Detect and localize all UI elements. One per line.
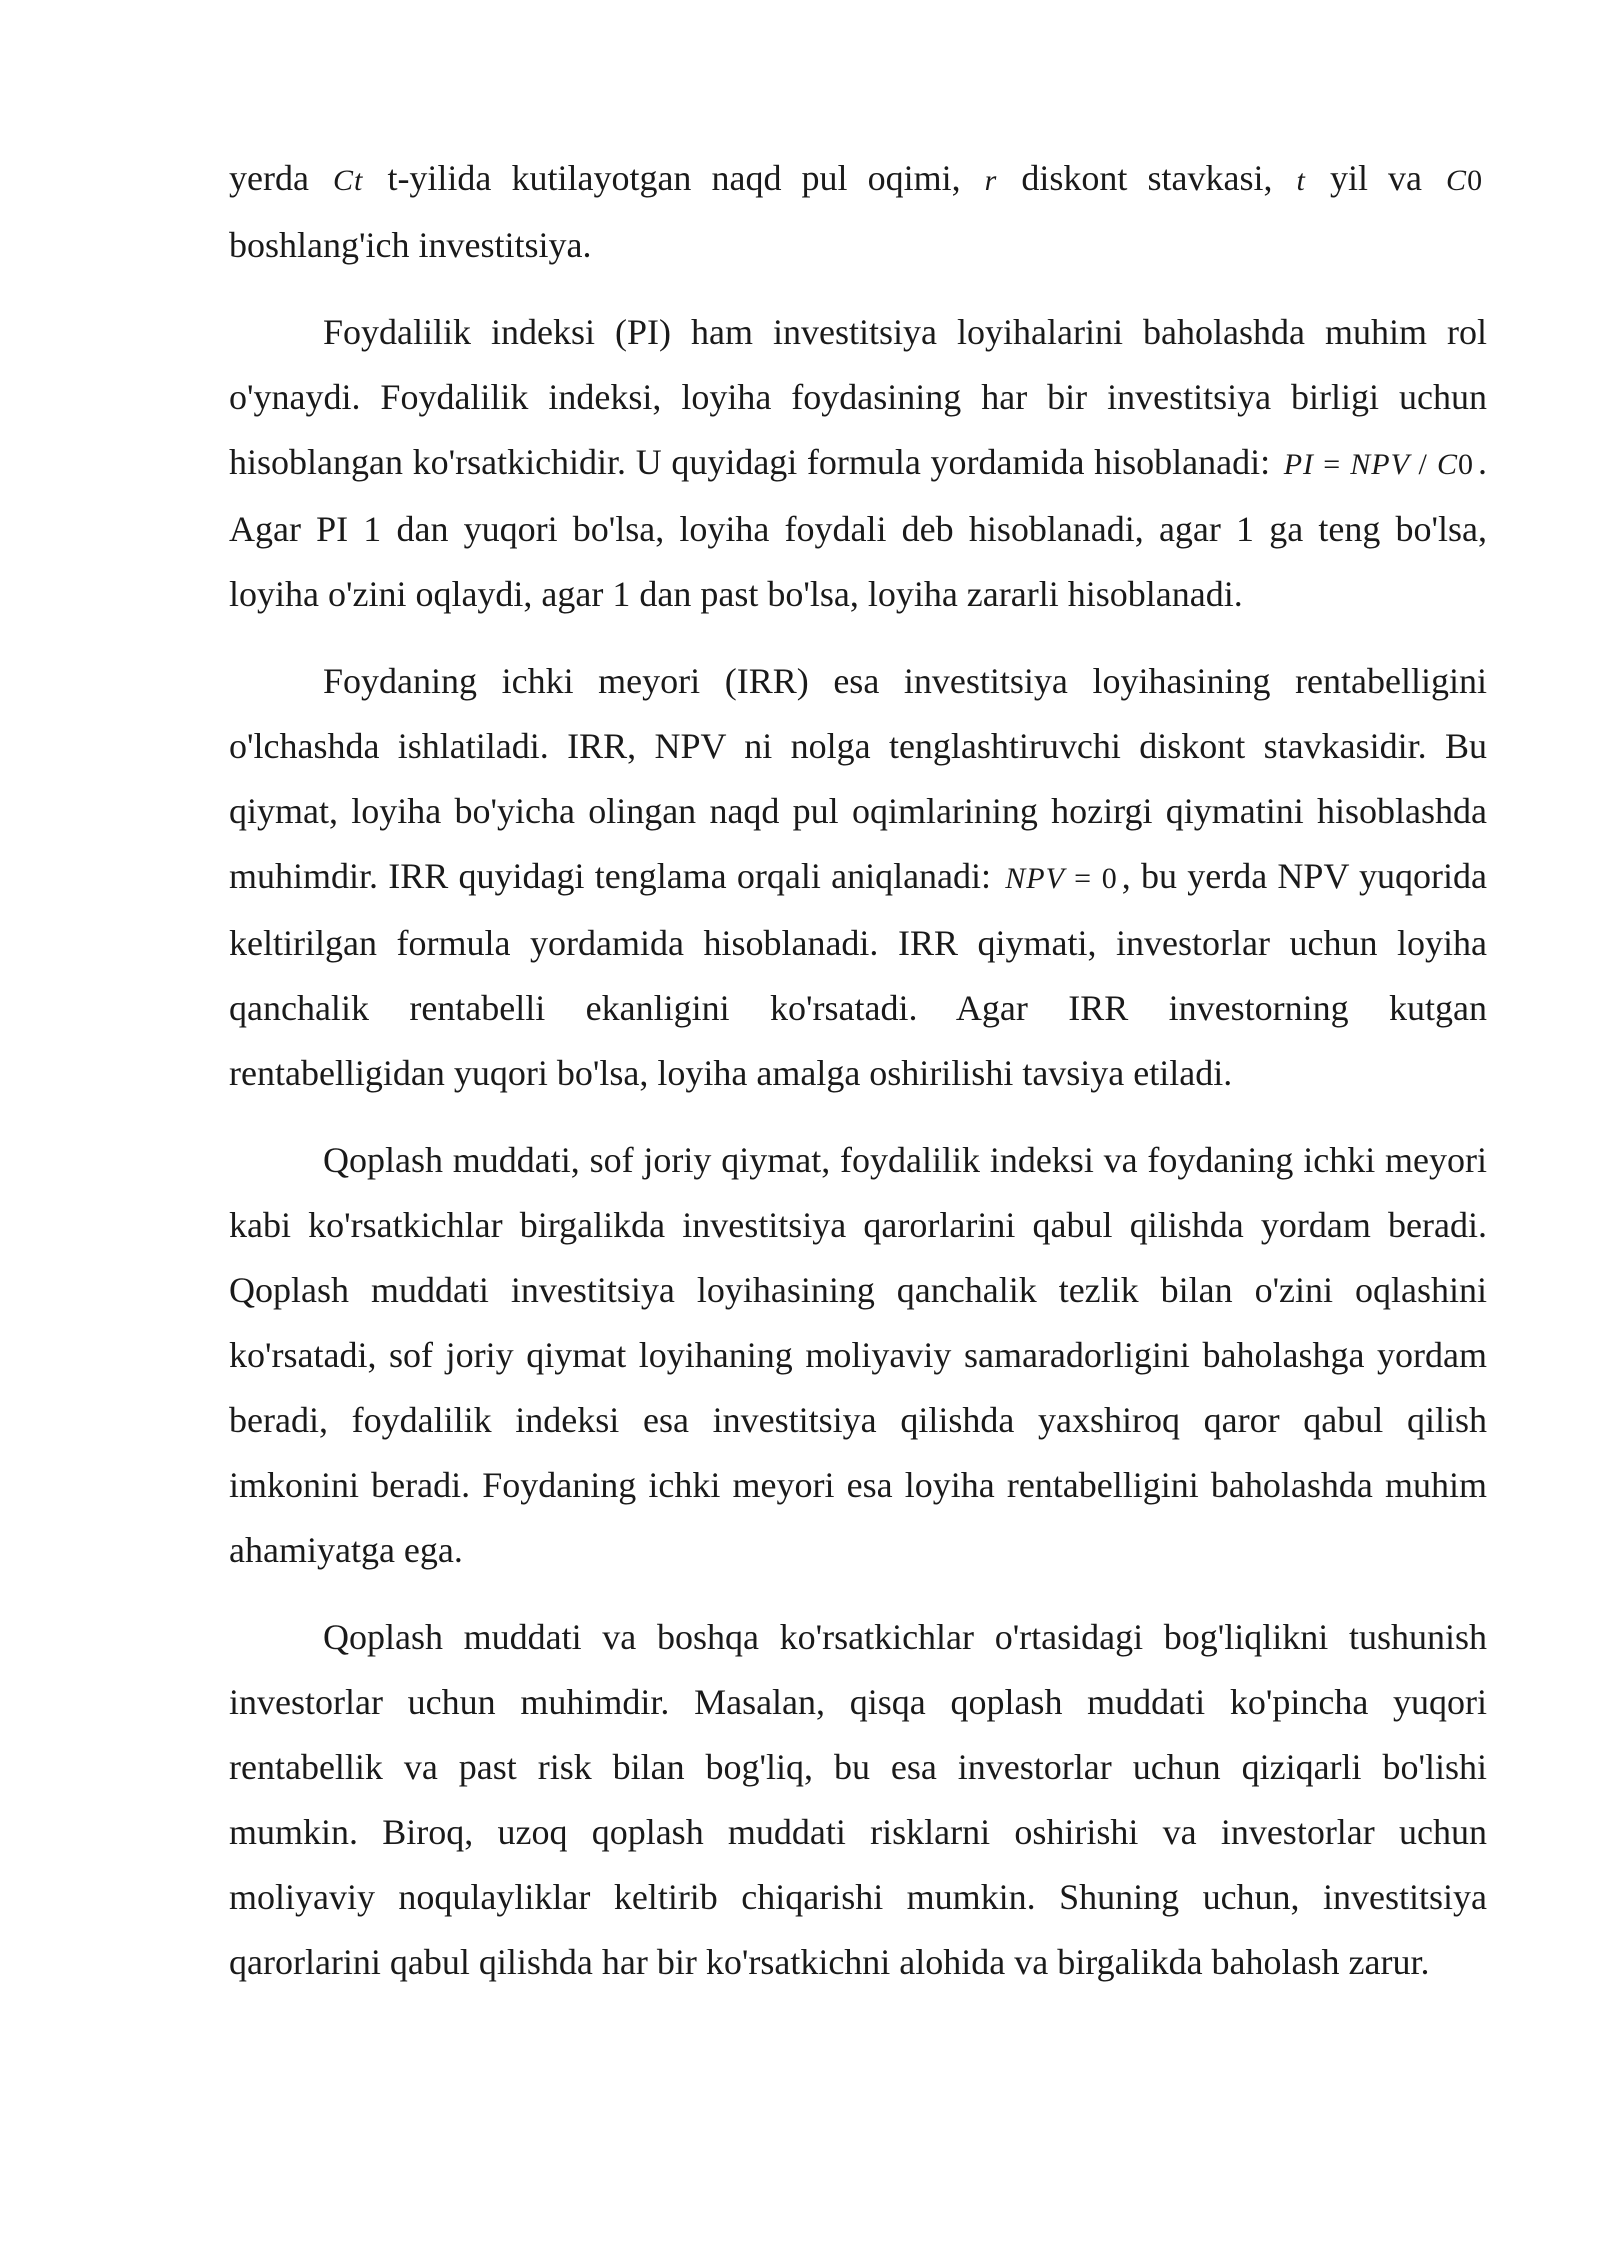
text-run: boshlang'ich investitsiya.: [229, 225, 592, 265]
math-rate-symbol: r: [984, 164, 998, 197]
paragraph-variable-definitions: [229, 146, 1487, 278]
math-npv: NPV: [1005, 862, 1065, 895]
math-c: C: [1437, 448, 1459, 481]
math-cash-flow-symbol: Ct: [333, 164, 364, 197]
math-zero: 0: [1458, 448, 1475, 481]
text-run: diskont stavkasi,: [1021, 158, 1273, 198]
math-irr-equation: [1001, 862, 1122, 895]
math-time-symbol: t: [1296, 164, 1306, 197]
text-run: Foydalilik indeksi (PI) ham investitsiya loyihalarini baholashda muhim rol o'ynaydi. Foydalilik indeksi, loyiha foydasining har bir investitsiya birligi uchun hisoblangan ko'rsatkichidir. U quyidagi formula yordamida hisoblanadi:: [229, 312, 1487, 482]
math-pi-formula: [1280, 448, 1478, 481]
math-zero: 0: [1467, 164, 1484, 197]
math-initial-investment-symbol: [1442, 164, 1487, 197]
math-zero: 0: [1101, 862, 1118, 895]
paragraph-profitability-index: [229, 300, 1487, 627]
text-run: yil va: [1329, 158, 1422, 198]
paragraph-indicators-summary: Qoplash muddati, sof joriy qiymat, foydalilik indeksi va foydaning ichki meyori kabi ko'rsatkichlar birgalikda investitsiya qarorlarini qabul qilishda yordam beradi. Qoplash muddati investitsiya loyihasining qanchalik tezlik bilan o'zini oqlashini ko'rsatadi, sof joriy qiymat loyihaning moliyaviy samaradorligini baholashga yordam beradi, foydalilik indeksi esa investitsiya qilishda yaxshiroq qaror qabul qilish imkonini beradi. Foydaning ichki meyori esa loyiha rentabelligini baholashda muhim ahamiyatga ega.: [229, 1140, 1487, 1570]
math-npv: NPV: [1350, 448, 1410, 481]
document-page: [229, 146, 1487, 2017]
paragraph-irr: [229, 649, 1487, 1106]
text-run: , bu yerda NPV yuqorida keltirilgan formula yordamida hisoblanadi. IRR qiymati, investorlar uchun loyiha qanchalik rentabelli ekanligini ko'rsatadi. Agar IRR investorning kutgan rentabelligidan yuqori bo'lsa, loyiha amalga oshirilishi tavsiya etiladi.: [229, 856, 1487, 1093]
paragraph-payback-relationship: Qoplash muddati va boshqa ko'rsatkichlar o'rtasidagi bog'liqlikni tushunish investorlar uchun muhimdir. Masalan, qisqa qoplash muddati ko'pincha yuqori rentabellik va past risk bilan bog'liq, bu esa investorlar uchun qiziqarli bo'lishi mumkin. Biroq, uzoq qoplash muddati risklarni oshirishi va investorlar uchun moliyaviy noqulayliklar keltirib chiqarishi mumkin. Shuning uchun, investitsiya qarorlarini qabul qilishda har bir ko'rsatkichni alohida va birgalikda baholash zarur.: [229, 1617, 1487, 1982]
math-equals: =: [1074, 862, 1093, 895]
text-run: t-yilida kutilayotgan naqd pul oqimi,: [387, 158, 961, 198]
text-run: . Agar PI 1 dan yuqori bo'lsa, loyiha foydali deb hisoblanadi, agar 1 ga teng bo'lsa, loyiha o'zini oqlaydi, agar 1 dan past bo'lsa, loyiha zararli hisoblanadi.: [229, 442, 1488, 614]
text-run: Foydaning ichki meyori (IRR) esa investitsiya loyihasining rentabelligini o'lchashda ishlatiladi. IRR, NPV ni nolga tenglashtiruvchi diskont stavkasidir. Bu qiymat, loyiha bo'yicha olingan naqd pul oqimlarining hozirgi qiymatini hisoblashda muhimdir. IRR quyidagi tenglama orqali aniqlanadi:: [229, 661, 1487, 896]
math-c: C: [1446, 164, 1468, 197]
math-divide: /: [1418, 448, 1428, 481]
text-run: yerda: [229, 158, 309, 198]
math-pi: PI: [1283, 448, 1315, 481]
math-equals: =: [1323, 448, 1342, 481]
